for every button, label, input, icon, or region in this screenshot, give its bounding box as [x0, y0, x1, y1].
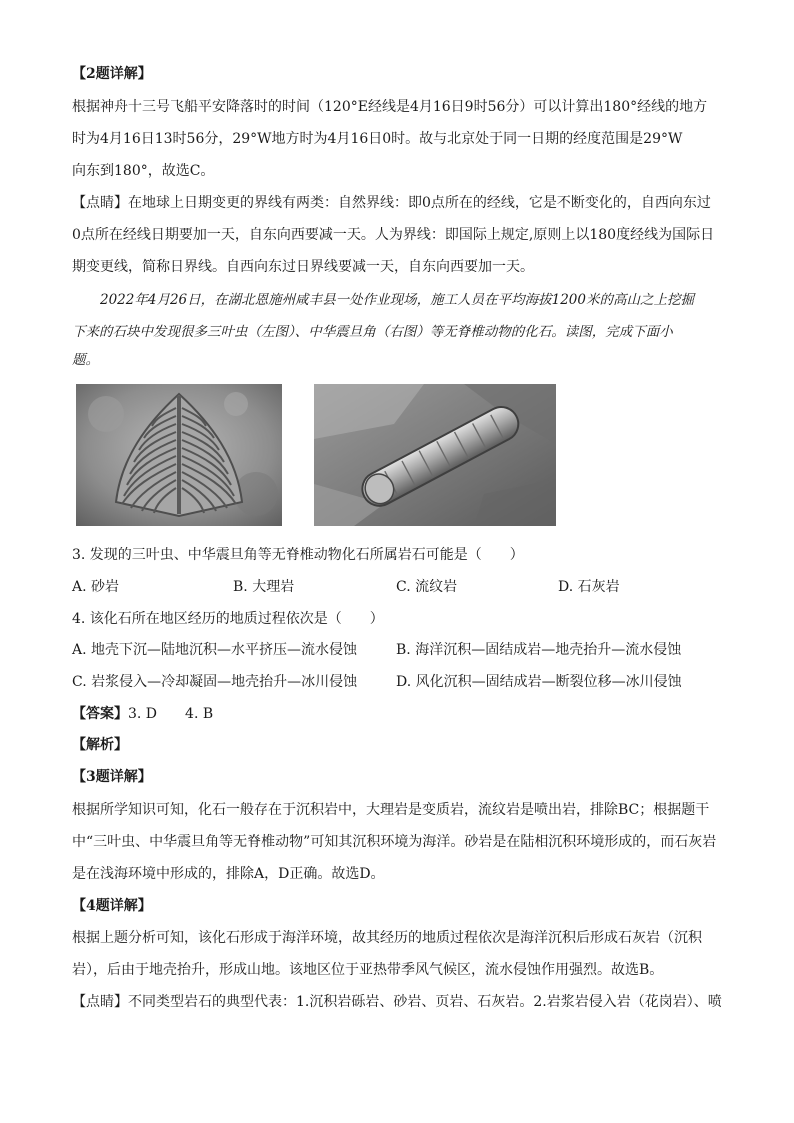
question-4-option-d[interactable]: D. 风化沉积—固结成岩—断裂位移—冰川侵蚀 — [396, 674, 682, 690]
paragraph-line: 根据上题分析可知，该化石形成于海洋环境，故其经历的地质过程依次是海洋沉积后形成石灰岩（沉积 — [72, 930, 702, 946]
paragraph-line: 时为4月16日13时56分，29°W地方时为4月16日0时。故与北京处于同一日期的经度范围是29°W — [72, 131, 683, 147]
question-3-option-b[interactable]: B. 大理岩 — [233, 579, 295, 595]
sinoceras-fossil-image — [314, 384, 556, 526]
answer-text: 3. D 4. B — [128, 706, 214, 722]
sinoceras-fossil-graphic — [314, 384, 556, 526]
question-3-option-a[interactable]: A. 砂岩 — [72, 579, 120, 595]
paragraph-line: 根据所学知识可知，化石一般存在于沉积岩中，大理岩是变质岩，流纹岩是喷出岩，排除BC；根据题干 — [72, 802, 710, 818]
paragraph-line: 【点睛】在地球上日期变更的界线有两类：自然界线：即0点所在的经线，它是不断变化的，自西向东过 — [72, 195, 711, 211]
passage-line: 题。 — [72, 352, 99, 368]
paragraph-line: 0点所在经线日期要加一天，自东向西要减一天。人为界线：即国际上规定,原则上以180度经线为国际日 — [72, 227, 715, 243]
paragraph-line: 根据神舟十三号飞船平安降落时的时间（120°E经线是4月16日9时56分）可以计算出180°经线的地方 — [72, 99, 708, 115]
question-4-option-a[interactable]: A. 地壳下沉—陆地沉积—水平挤压—流水侵蚀 — [72, 642, 358, 658]
trilobite-fossil-image — [76, 384, 282, 526]
trilobite-fossil-graphic — [76, 384, 282, 526]
paragraph-line: 期变更线，简称日界线。自西向东过日界线要减一天，自东向西要加一天。 — [72, 259, 534, 275]
question-4-stem: 4. 该化石所在地区经历的地质过程依次是（ ） — [72, 611, 384, 627]
section-heading: 【3题详解】 — [72, 769, 152, 785]
question-4-option-c[interactable]: C. 岩浆侵入—冷却凝固—地壳抬升—冰川侵蚀 — [72, 674, 358, 690]
paragraph-line: 中“三叶虫、中华震旦角等无脊椎动物”可知其沉积环境为海洋。砂岩是在陆相沉积环境形成的，而石灰岩 — [72, 834, 717, 850]
section-heading: 【4题详解】 — [72, 898, 152, 914]
answer-label: 【答案】 — [72, 706, 128, 722]
paragraph-line: 岩），后由于地壳抬升，形成山地。该地区位于亚热带季风气候区，流水侵蚀作用强烈。故选B。 — [72, 962, 664, 978]
passage-line: 下来的石块中发现很多三叶虫（左图）、中华震旦角（右图）等无脊椎动物的化石。读图，完成下面小 — [72, 324, 673, 340]
question-4-option-b[interactable]: B. 海洋沉积—固结成岩—地壳抬升—流水侵蚀 — [396, 642, 682, 658]
paragraph-line: 【点睛】不同类型岩石的典型代表：1.沉积岩砾岩、砂岩、页岩、石灰岩。2.岩浆岩侵入岩（花岗岩）、喷 — [72, 994, 722, 1010]
analysis-heading: 【解析】 — [72, 737, 128, 753]
paragraph-line: 是在浅海环境中形成的，排除A，D正确。故选D。 — [72, 866, 385, 882]
passage-line: 2022年4月26日，在湖北恩施州咸丰县一处作业现场，施工人员在平均海拔1200米的高山之上挖掘 — [100, 292, 694, 308]
section-heading: 【2题详解】 — [72, 66, 152, 82]
paragraph-line: 向东到180°，故选C。 — [72, 163, 215, 179]
question-3-stem: 3. 发现的三叶虫、中华震旦角等无脊椎动物化石所属岩石可能是（ ） — [72, 547, 524, 563]
question-3-option-c[interactable]: C. 流纹岩 — [396, 579, 458, 595]
question-3-option-d[interactable]: D. 石灰岩 — [558, 579, 620, 595]
answer-line — [72, 704, 213, 724]
